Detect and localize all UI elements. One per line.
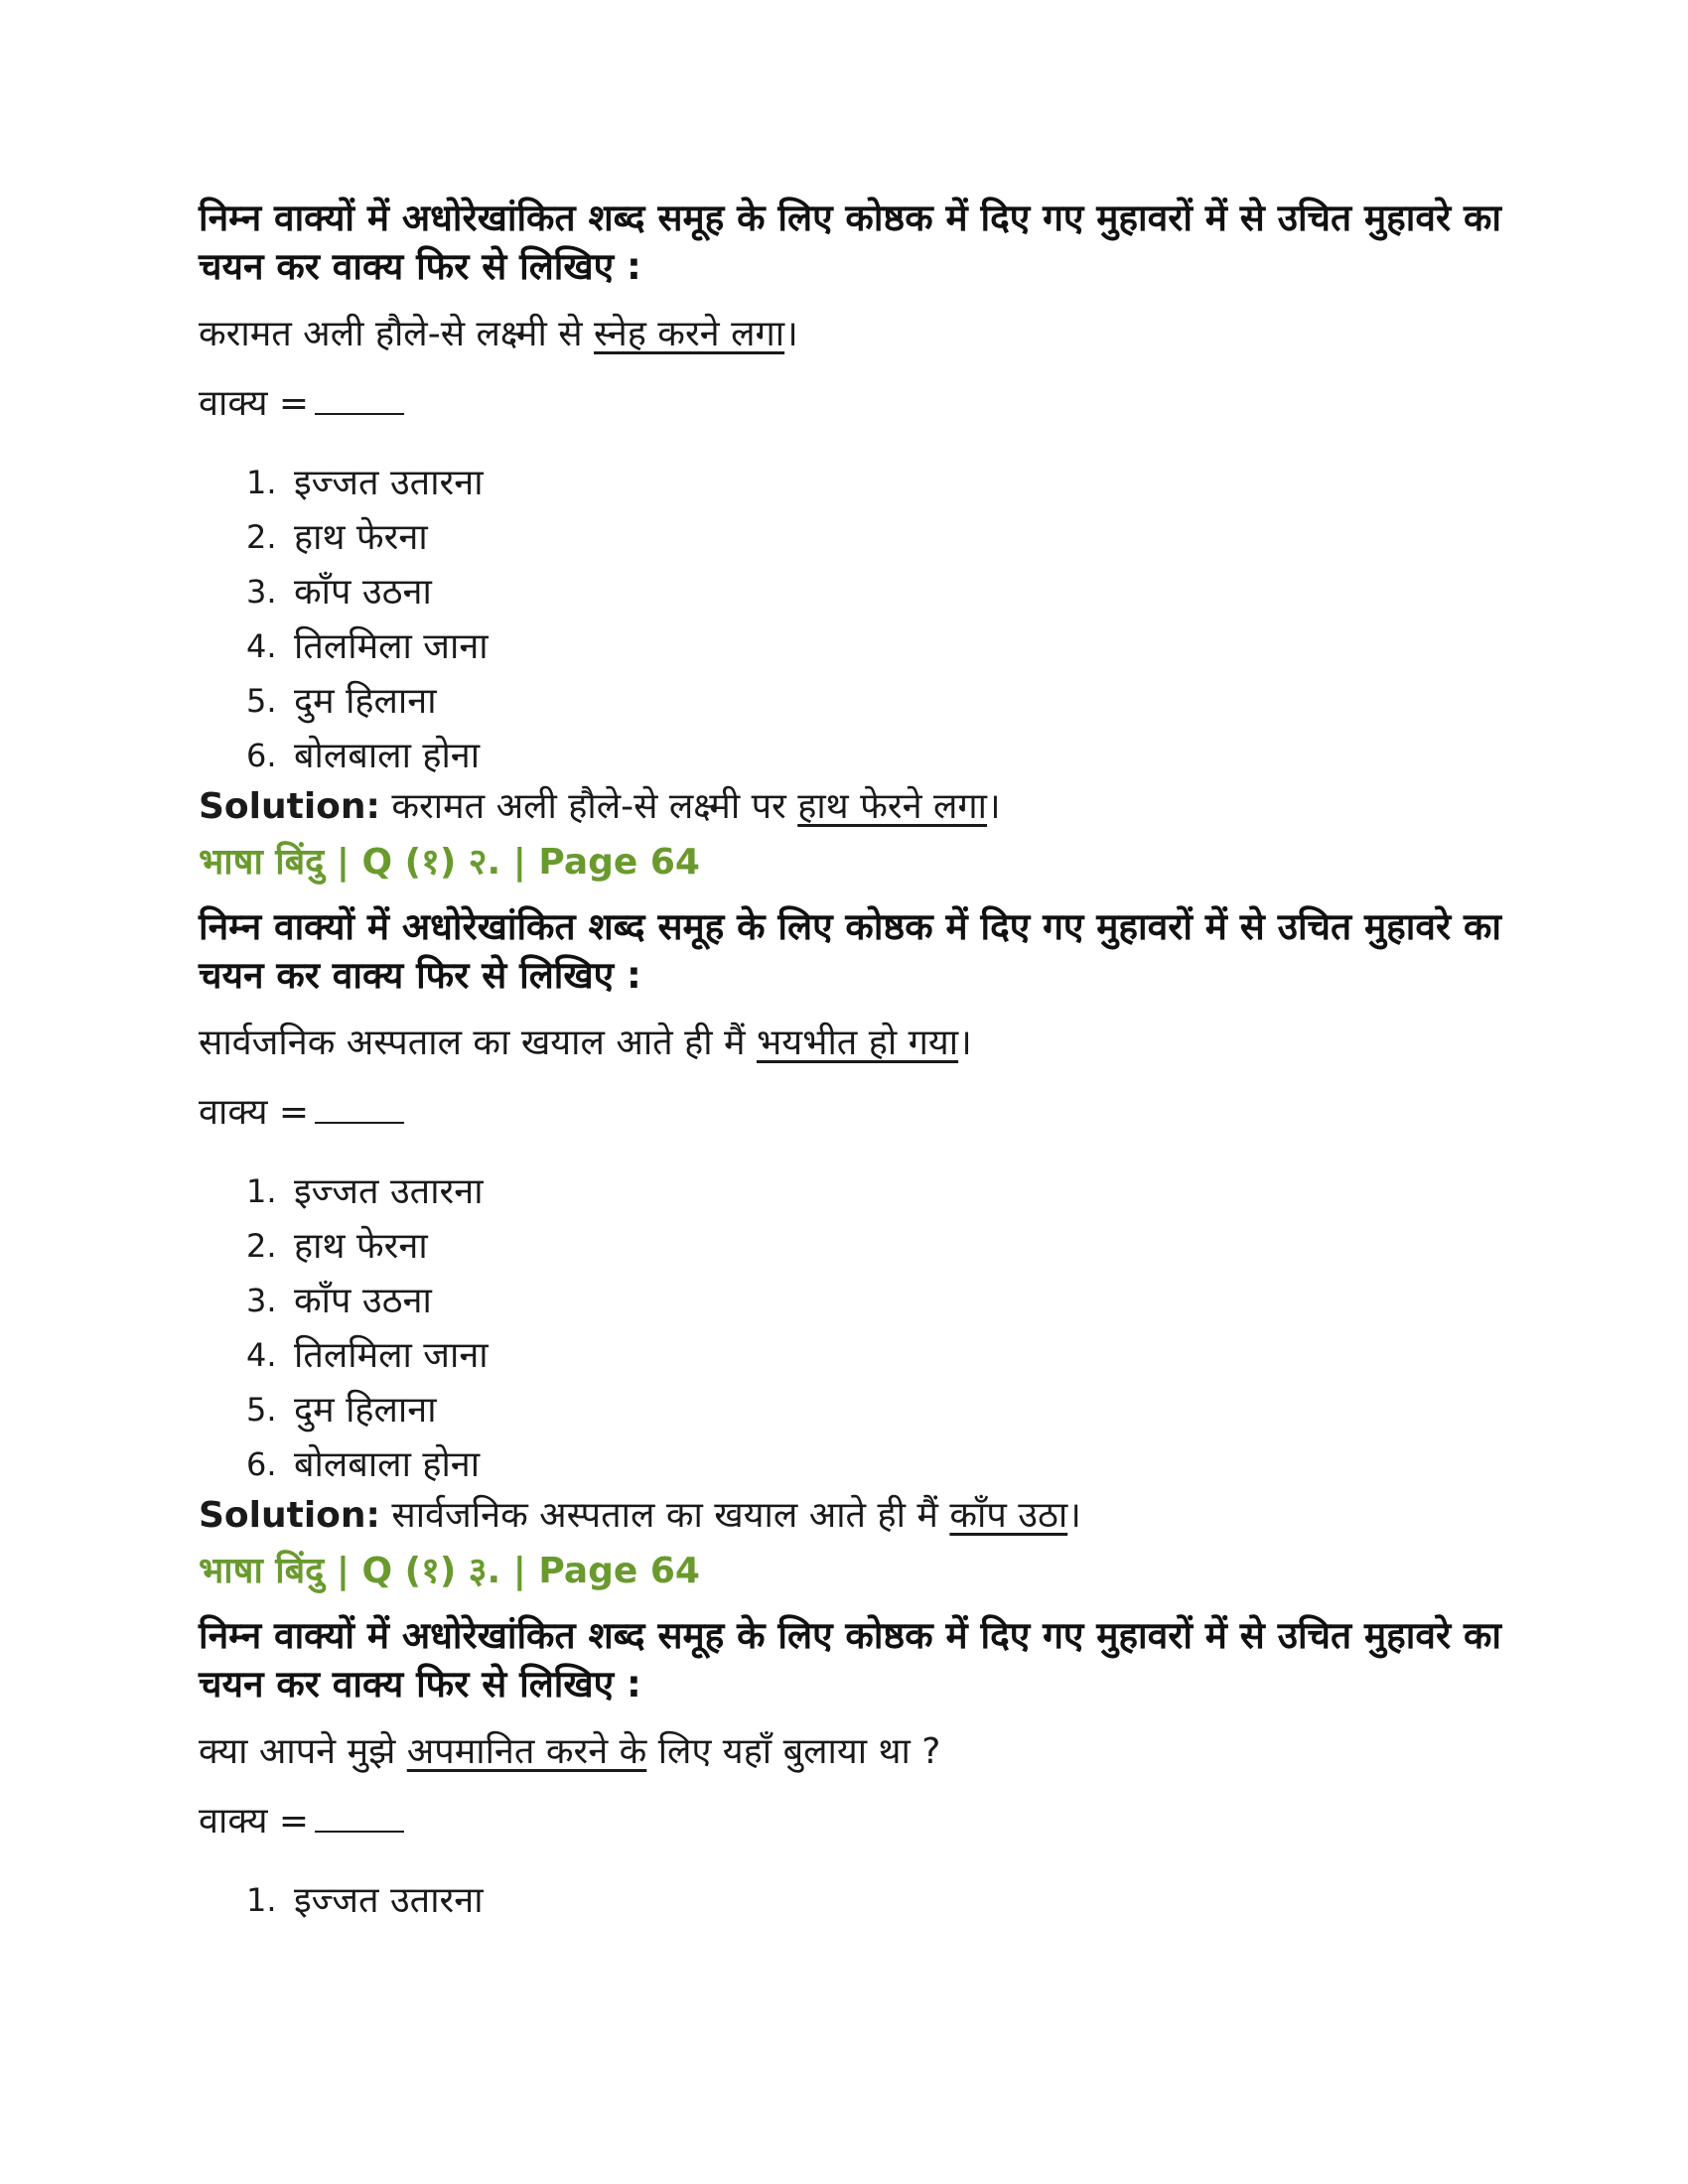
question-sentence [199, 1020, 1529, 1067]
option-number: 4. [246, 627, 277, 665]
list-item [246, 1274, 1529, 1328]
vakya-label: वाक्य = [199, 1801, 310, 1842]
option-number: 3. [246, 1282, 277, 1319]
list-item [246, 1383, 1529, 1437]
solution-line [199, 783, 1529, 831]
question-reference: भाषा बिंदु | Q (१) २. | Page 64 [199, 842, 700, 883]
solution-line [199, 1492, 1529, 1540]
solution-label: Solution: [199, 1495, 380, 1536]
option-number: 5. [246, 1391, 277, 1429]
underlined-phrase: अपमानित करने के [406, 1731, 647, 1772]
option-text: बोलबाला होना [294, 1444, 481, 1485]
option-number: 5. [246, 682, 277, 720]
option-text: इज्जत उतारना [294, 1880, 484, 1921]
option-text: तिलमिला जाना [294, 1335, 489, 1376]
solution-underlined: काँप उठा [949, 1495, 1068, 1536]
option-text: हाथ फेरना [294, 517, 428, 558]
option-number: 2. [246, 518, 277, 556]
answer-blank [315, 1801, 404, 1833]
list-item [246, 510, 1529, 565]
answer-blank [315, 1092, 404, 1124]
question-sentence [199, 311, 1529, 358]
option-text: काँप उठना [294, 1281, 432, 1321]
question-block-3 [199, 1611, 1529, 1928]
list-item [246, 1328, 1529, 1383]
sentence-text: । [784, 314, 798, 354]
solution-text: । [987, 786, 1001, 827]
option-number: 6. [246, 1445, 277, 1483]
list-item [246, 674, 1529, 729]
option-number: 6. [246, 737, 277, 774]
list-item [246, 729, 1529, 783]
underlined-phrase: भयभीत हो गया [756, 1023, 959, 1063]
answer-blank-line [199, 1798, 1529, 1845]
solution-text: । [1067, 1495, 1081, 1536]
option-number: 1. [246, 464, 277, 501]
sentence-text: । [958, 1023, 972, 1063]
question-heading: निम्न वाक्यों में अधोरेखांकित शब्द समूह के लिए कोष्ठक में दिए गए मुहावरों में से उचित मुहावरे का चयन कर वाक्य फिर से लिखिए : [199, 1614, 1501, 1706]
option-number: 4. [246, 1336, 277, 1374]
question-heading: निम्न वाक्यों में अधोरेखांकित शब्द समूह के लिए कोष्ठक में दिए गए मुहावरों में से उचित मुहावरे का चयन कर वाक्य फिर से लिखिए : [199, 905, 1501, 997]
option-text: काँप उठना [294, 572, 432, 613]
solution-text: करामत अली हौले-से लक्ष्मी पर [379, 786, 798, 827]
idiom-options-list [246, 456, 1529, 783]
document-page [199, 194, 1529, 1928]
solution-underlined: हाथ फेरने लगा [797, 786, 988, 827]
list-item [246, 1164, 1529, 1219]
option-number: 1. [246, 1172, 277, 1210]
option-text: इज्जत उतारना [294, 1171, 484, 1212]
question-block-2 [199, 902, 1529, 1597]
option-text: तिलमिला जाना [294, 626, 489, 667]
answer-blank-line [199, 1089, 1529, 1137]
vakya-label: वाक्य = [199, 383, 310, 424]
list-item [246, 619, 1529, 674]
option-number: 3. [246, 573, 277, 611]
option-number: 2. [246, 1227, 277, 1265]
sentence-text: करामत अली हौले-से लक्ष्मी से [199, 314, 594, 354]
option-text: इज्जत उतारना [294, 463, 484, 503]
question-sentence [199, 1728, 1529, 1776]
question-heading: निम्न वाक्यों में अधोरेखांकित शब्द समूह के लिए कोष्ठक में दिए गए मुहावरों में से उचित मुहावरे का चयन कर वाक्य फिर से लिखिए : [199, 197, 1501, 288]
idiom-options-list [246, 1873, 1529, 1928]
idiom-options-list [246, 1164, 1529, 1492]
question-block-1 [199, 194, 1529, 888]
sentence-text: सार्वजनिक अस्पताल का खयाल आते ही मैं [199, 1023, 757, 1063]
list-item [246, 1219, 1529, 1274]
answer-blank [315, 383, 404, 415]
solution-label: Solution: [199, 786, 380, 827]
option-text: बोलबाला होना [294, 736, 481, 776]
list-item [246, 1873, 1529, 1928]
solution-text: सार्वजनिक अस्पताल का खयाल आते ही मैं [379, 1495, 950, 1536]
list-item [246, 456, 1529, 510]
option-text: दुम हिलाना [294, 681, 437, 722]
option-text: हाथ फेरना [294, 1226, 428, 1267]
option-text: दुम हिलाना [294, 1390, 437, 1431]
question-reference: भाषा बिंदु | Q (१) ३. | Page 64 [199, 1551, 700, 1591]
list-item [246, 565, 1529, 619]
vakya-label: वाक्य = [199, 1092, 310, 1133]
option-number: 1. [246, 1881, 277, 1919]
underlined-phrase: स्नेह करने लगा [594, 314, 785, 354]
sentence-text: क्या आपने मुझे [199, 1731, 407, 1772]
answer-blank-line [199, 380, 1529, 428]
list-item [246, 1437, 1529, 1492]
sentence-text: लिए यहाँ बुलाया था ? [646, 1731, 941, 1772]
